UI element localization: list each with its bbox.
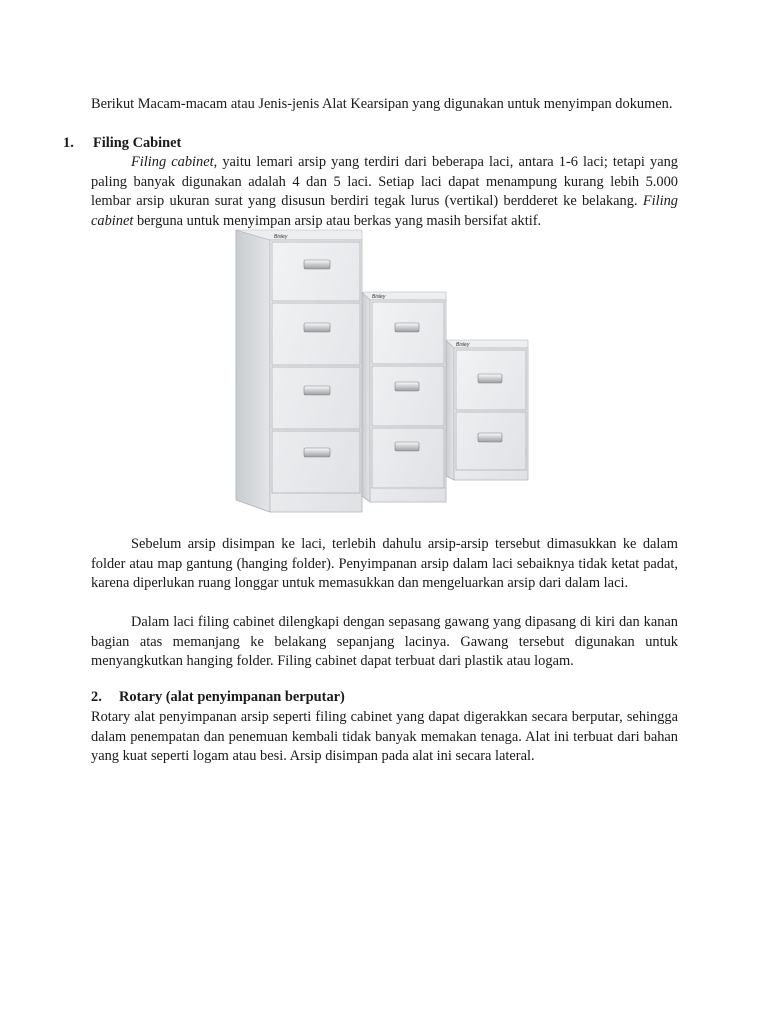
section2-title: Rotary (alat penyimpanan berputar) (119, 689, 345, 705)
section2-number: 2. (91, 689, 102, 705)
section1-paragraph2: Sebelum arsip disimpan ke laci, terlebih dahulu arsip-arsip tersebut dimasukkan ke dalam folder atau map gantung (hanging folder). Penyimpanan arsip dalam laci sebaiknya tidak ketat padat, karena diperlukan ruang longgar untuk memasukkan dan mengeluarkan arsip dari dalam laci. (91, 536, 678, 592)
brand-label-3: Bisley (456, 342, 470, 348)
filing-cabinets-illustration (232, 228, 532, 518)
section1-paragraph3: Dalam laci filing cabinet dilengkapi dengan sepasang gawang yang dipasang di kiri dan kanan bagian atas memanjang ke belakang sepanjang lacinya. Gawang tersebut digunakan untuk menyangkutkan hanging folder. Filing cabinet dapat terbuat dari plastik atau logam. (91, 614, 678, 670)
section1-title: Filing Cabinet (93, 135, 182, 151)
brand-label-1: Bisley (274, 234, 288, 240)
intro-paragraph: Berikut Macam-macam atau Jenis-jenis Alat Kearsipan yang digunakan untuk menyimpan dokumen. (91, 96, 673, 112)
section1-term2: Filing cabinet (91, 193, 678, 229)
section1-paragraph1 (91, 153, 678, 231)
cabinet-2-drawer (446, 340, 528, 480)
section1-term: Filing cabinet (131, 154, 214, 170)
section1-heading (63, 134, 181, 154)
brand-label-2: Bisley (372, 294, 386, 300)
section1-para1-text2: berguna untuk menyimpan arsip atau berkas yang masih bersifat aktif. (133, 212, 542, 229)
section1-para1-text: , yaitu lemari arsip yang terdiri dari beberapa laci, antara 1-6 laci; tetapi yang paling banyak digunakan adalah 4 dan 5 laci. Setiap laci dapat menampung kurang lebih 5.000 lembar arsip ukuran surat yang disusun berdiri tegak lurus (vertikal) berdderet ke belakang. (91, 154, 678, 210)
section2-paragraph1: Rotary alat penyimpanan arsip seperti filing cabinet yang dapat digerakkan secara berputar, sehingga dalam penempatan dan penemuan kembali tidak banyak memakan tenaga. Alat ini terbuat dari bahan yang kuat seperti logam atau besi. Arsip disimpan pada alat ini secara lateral. (91, 709, 678, 765)
section1-number: 1. (63, 135, 74, 151)
filing-cabinet-image (232, 228, 532, 518)
cabinet-3-drawer (362, 292, 446, 502)
section2-heading (91, 688, 345, 708)
cabinet-4-drawer (236, 230, 362, 512)
